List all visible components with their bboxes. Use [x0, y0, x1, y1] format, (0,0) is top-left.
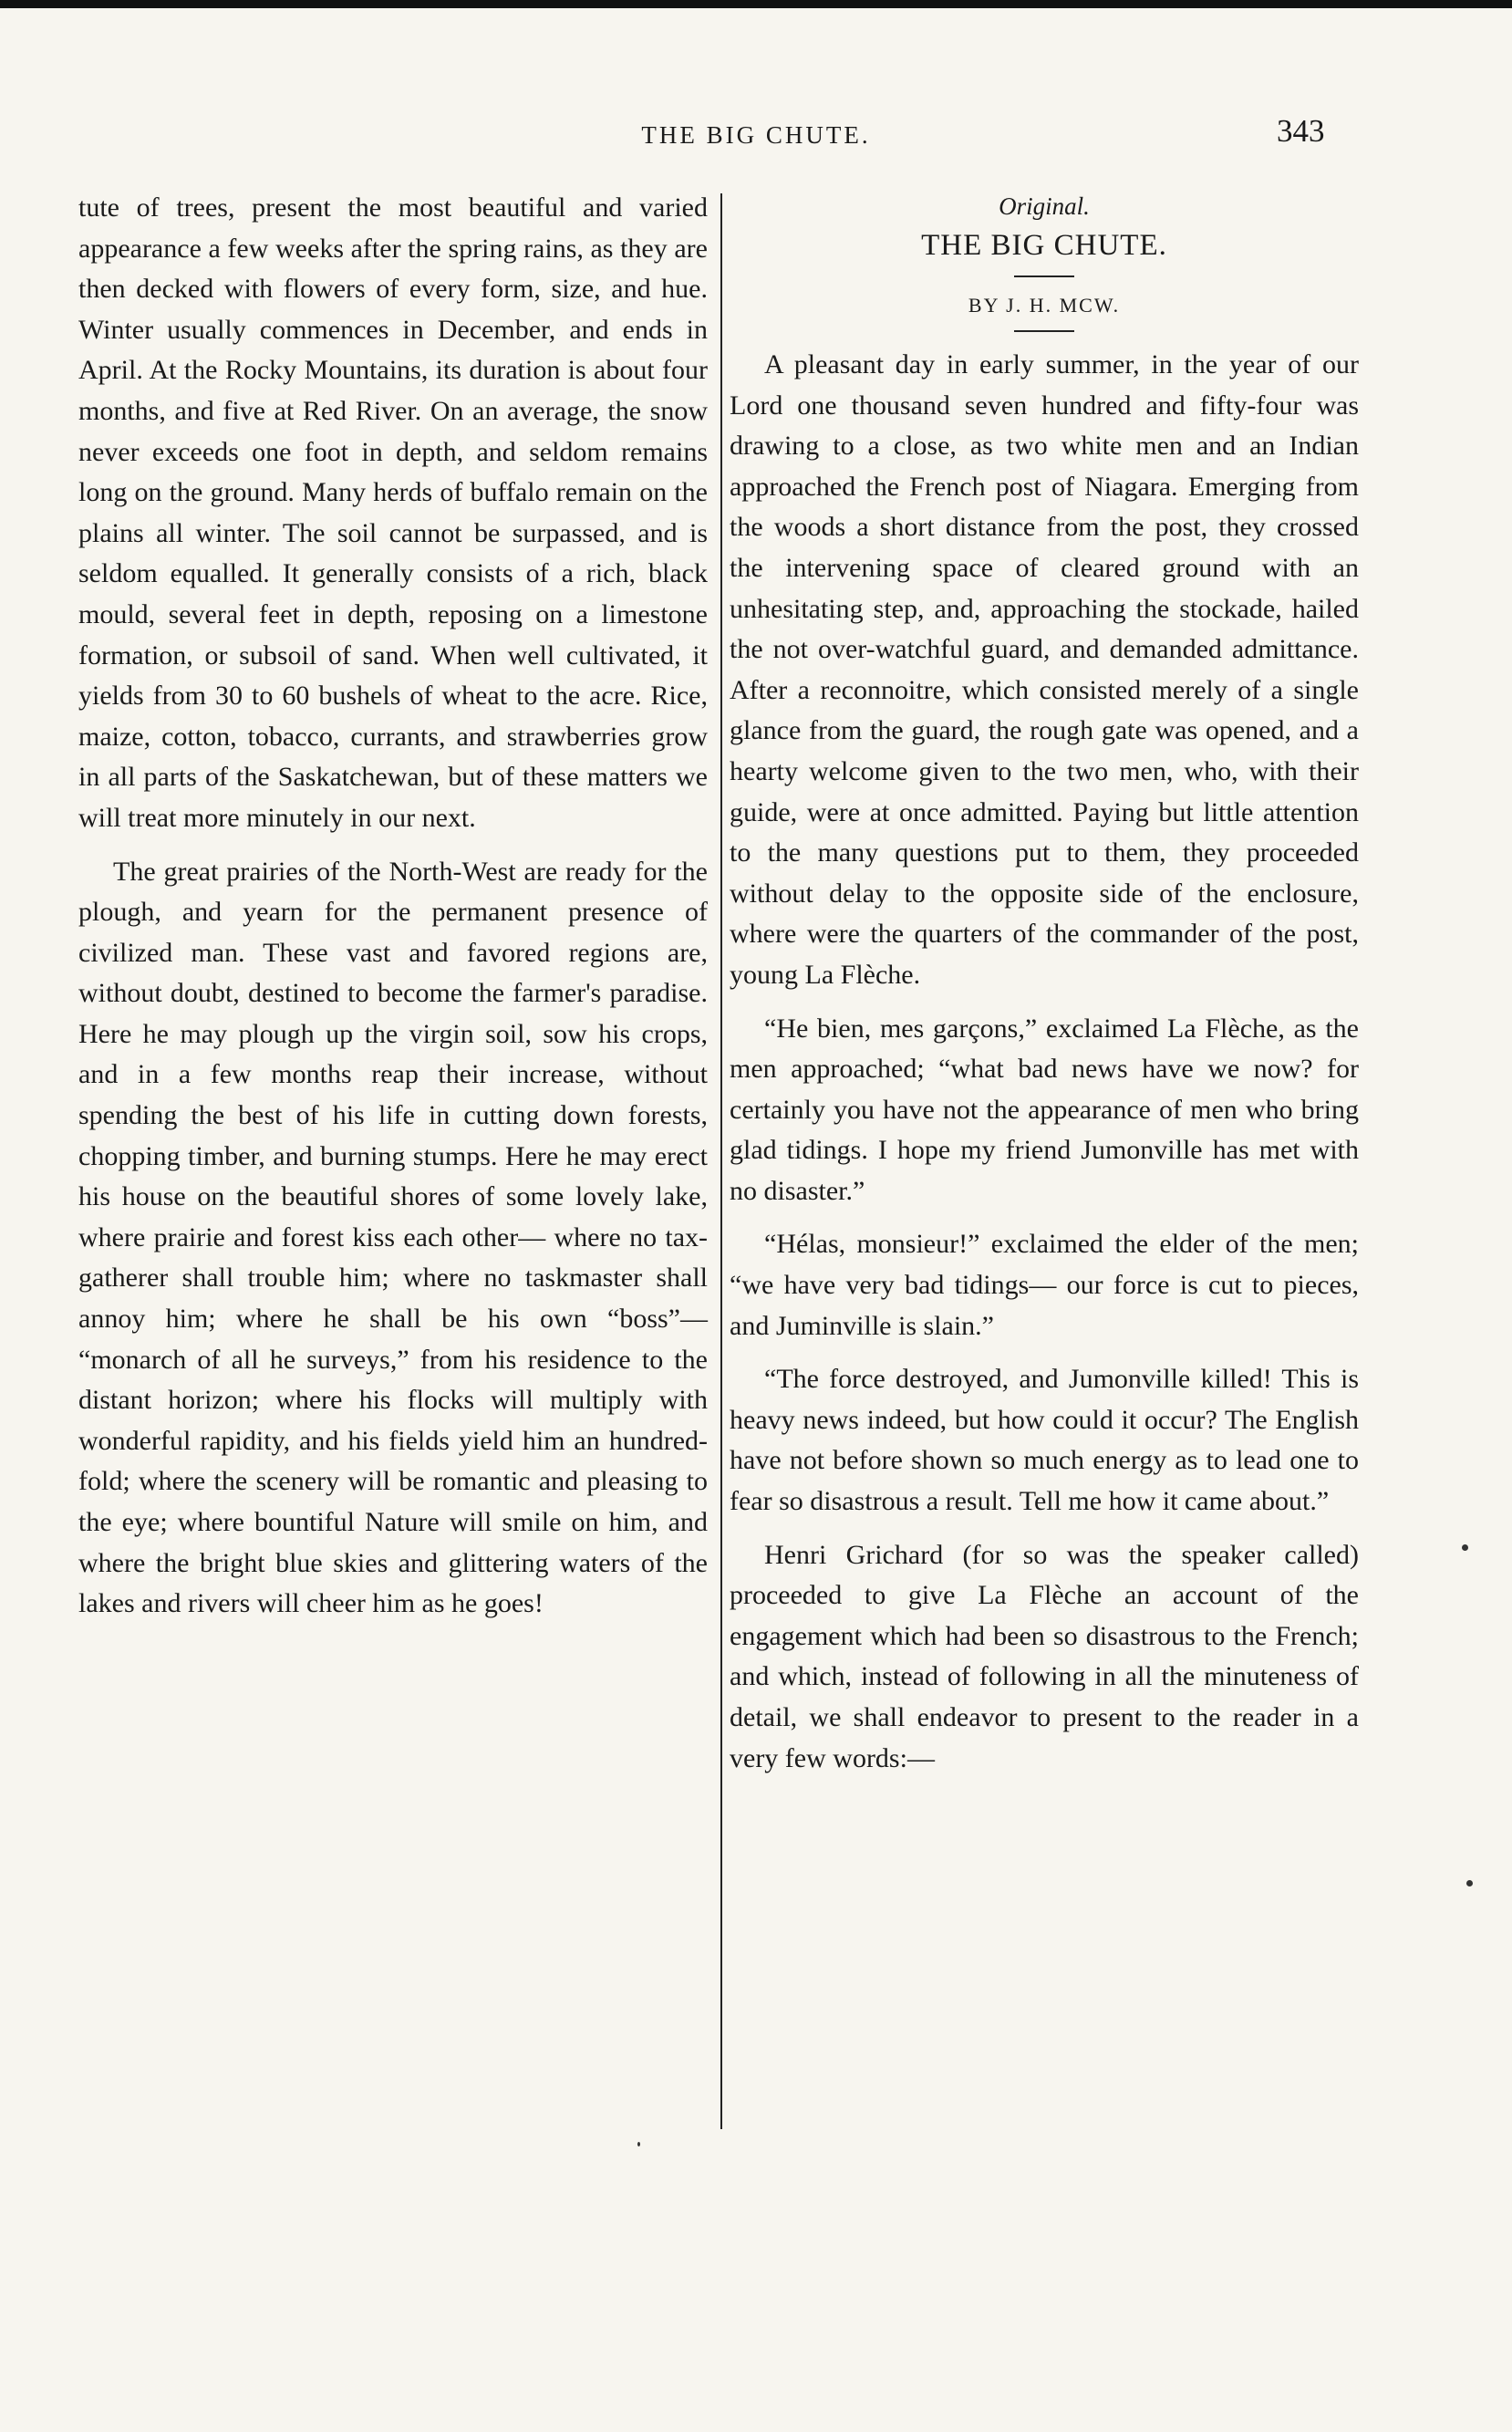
column-divider	[720, 193, 722, 2129]
right-column	[730, 188, 1359, 1792]
right-paragraph-1: A pleasant day in early summer, in the year of our Lord one thousand seven hundred and fifty-four was drawing to a close, as two white men and an Indian approached the French post of Niagara. Emerging from the woods a short distance from the post, they crossed the intervening space of cleared ground with an unhesitating step, and, approaching the stockade, hailed the not over-watchful guard, and demanded admittance. After a reconnoitre, which consisted merely of a single glance from the guard, the rough gate was opened, and a hearty welcome given to the two men, who, with their guide, were at once admitted. Paying but little attention to the many questions put to them, they proceeded without delay to the opposite side of the enclosure, where were the quarters of the commander of the post, young La Flèche.	[730, 349, 1359, 990]
byline: BY J. H. MCW.	[968, 294, 1121, 317]
ink-speck	[1462, 1544, 1468, 1551]
source-label: Original.	[999, 192, 1090, 220]
right-paragraph-3: “Hélas, monsieur!” exclaimed the elder of the men; “we have very bad tidings— our force is cut to pieces, and Juminville is slain.”	[730, 1229, 1359, 1341]
right-paragraph-4: “The force destroyed, and Jumonville killed! This is heavy news indeed, but how could it occur? The English have not before shown so much energy as to lead one to fear so disastrous a result. Tell me how it came about.”	[730, 1364, 1359, 1517]
ink-speck	[637, 2142, 640, 2146]
left-paragraph-1: tute of trees, present the most beautiful and varied appearance a few weeks after the spring rains, as they are then decked with flowers of every form, size, and hue. Winter usually commences in December, and ends in April. At the Rocky Mountains, its duration is about four months, and five at Red River. On an average, the snow never exceeds one foot in depth, and seldom remains long on the ground. Many herds of buffalo remain on the plains all winter. The soil cannot be surpassed, and is seldom equalled. It generally consists of a rich, black mould, several feet in depth, reposing on a limestone formation, or subsoil of sand. When well cultivated, it yields from 30 to 60 bushels of wheat to the acre. Rice, maize, cotton, tobacco, currants, and strawberries grow in all parts of the Saskatchewan, but of these matters we will treat more minutely in our next.	[78, 192, 708, 833]
title-rule	[1014, 275, 1074, 277]
left-paragraph-2: The great prairies of the North-West are ready for the plough, and yearn for the permanent presence of civilized man. These vast and favored regions are, without doubt, destined to become the farmer's paradise. Here he may plough up the virgin soil, sow his crops, and in a few months reap their increase, without spending the best of his life in cutting down forests, chopping timber, and burning stumps. Here he may erect his house on the beautiful shores of some lovely lake, where prairie and forest kiss each other— where no tax-gatherer shall trouble him; where no taskmaster shall annoy him; where he shall be his own “boss”— “monarch of all he surveys,” from his residence to the distant horizon; where his flocks will multiply with wonderful rapidity, and his fields yield him an hundred-fold; where the scenery will be romantic and pleasing to the eye; where bountiful Nature will smile on him, and where the bright blue skies and glittering waters of the lakes and rivers will cheer him as he goes!	[78, 856, 708, 1619]
right-paragraph-5: Henri Grichard (for so was the speaker called) proceeded to give La Flèche an account of the engagement which had been so disastrous to the French; and which, instead of following in all the minuteness of detail, we shall endeavor to present to the reader in a very few words:—	[730, 1539, 1359, 1773]
byline-rule	[1014, 330, 1074, 332]
article-title: THE BIG CHUTE.	[921, 229, 1167, 262]
left-column	[78, 188, 708, 1637]
article-body	[730, 345, 1359, 1779]
article-heading	[730, 188, 1359, 332]
ink-speck	[1466, 1880, 1473, 1886]
page-number: 343	[1277, 113, 1325, 149]
running-title: THE BIG CHUTE.	[641, 121, 871, 149]
top-edge-rule	[0, 0, 1512, 8]
right-paragraph-2: “He bien, mes garçons,” exclaimed La Flèche, as the men approached; “what bad news have we now? for certainly you have not the appearance of men who bring glad tidings. I hope my friend Jumonville has met with no disaster.”	[730, 1013, 1359, 1206]
